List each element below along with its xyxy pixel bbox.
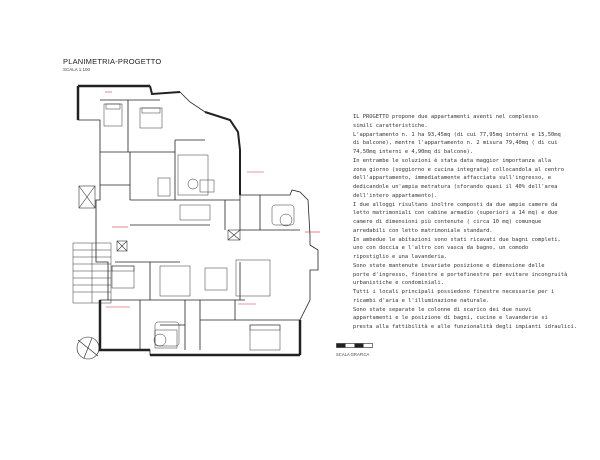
description-line: In entrambe le soluzioni è stata data maggior importanza alla xyxy=(353,157,551,164)
drawing-title: PLANIMETRIA-PROGETTO xyxy=(63,57,162,66)
description-line: presta alla fattibilità e alle funzionalità degli impianti idraulici. xyxy=(353,324,577,330)
description-line: IL PROGETTO propone due appartamenti aventi nel complesso xyxy=(353,114,538,120)
description-line: dell'intero appartamento). xyxy=(353,192,438,199)
description-line: Tutti i locali principali possiedono finestre necessarie per i xyxy=(353,289,555,295)
graphic-scale-label: SCALA GRAFICA xyxy=(336,352,370,357)
description-line: ricambi d'aria e l'illuminazione naturale. xyxy=(353,297,490,304)
description-line: camere di dimensioni più contenute ( circa 10 mq) comunque xyxy=(353,219,542,225)
graphic-scale-bar xyxy=(336,342,376,350)
description-line: L'appartamento n. 1 ha 93,45mq (di cui 77,95mq interni e 15,50mq xyxy=(353,131,561,138)
description-line: Sono state mantenute invariate posizione e dimensione delle xyxy=(353,262,545,269)
description-line: ripostiglio e una lavanderia. xyxy=(353,254,448,260)
description-line: dedicandole un'ampia metratura (sforando quasi il 40% dell'area xyxy=(353,184,558,190)
description-line: uno con doccia e l'altro con vasca da bagno, un comodo xyxy=(353,245,529,252)
description-line: zona giorno (soggiorno e cucina integrata) collocandola al centro xyxy=(353,166,564,173)
description-line: letto matrimoniali con cabine armadio (superiori a 14 mq) e due xyxy=(353,210,558,217)
description-line: arredabili con letto matrimoniale standard. xyxy=(353,227,493,234)
project-description xyxy=(353,113,577,332)
drawing-scale: SCALA 1:100 xyxy=(63,67,91,72)
description-line: urbanistiche e condominiali. xyxy=(353,280,444,287)
description-line: appartamenti e le posizione di bagni, cucine e lavanderie si xyxy=(353,315,548,322)
description-line: Sono state separate le colonne di scarico dei due nuovi xyxy=(353,306,532,313)
description-line: In ambedue le abitazioni sono stati ricavati due bagni completi, xyxy=(353,236,561,243)
description-line: porte d'ingresso, finestre e portefinestre per evitare incongruità xyxy=(353,271,568,278)
description-line: I due alloggi risultano inoltre composti da due ampie camere da xyxy=(353,201,558,208)
description-line: di balcone), mentre l'appartamento n. 2 misura 79,40mq ( di cui xyxy=(353,140,558,147)
description-line: dell'appartamento, immediatamente affacciata sull'ingresso, e xyxy=(353,175,551,182)
description-line: simili caratteristiche. xyxy=(353,122,428,129)
description-line: 74,50mq interni e 4,90mq di balcone). xyxy=(353,149,474,155)
